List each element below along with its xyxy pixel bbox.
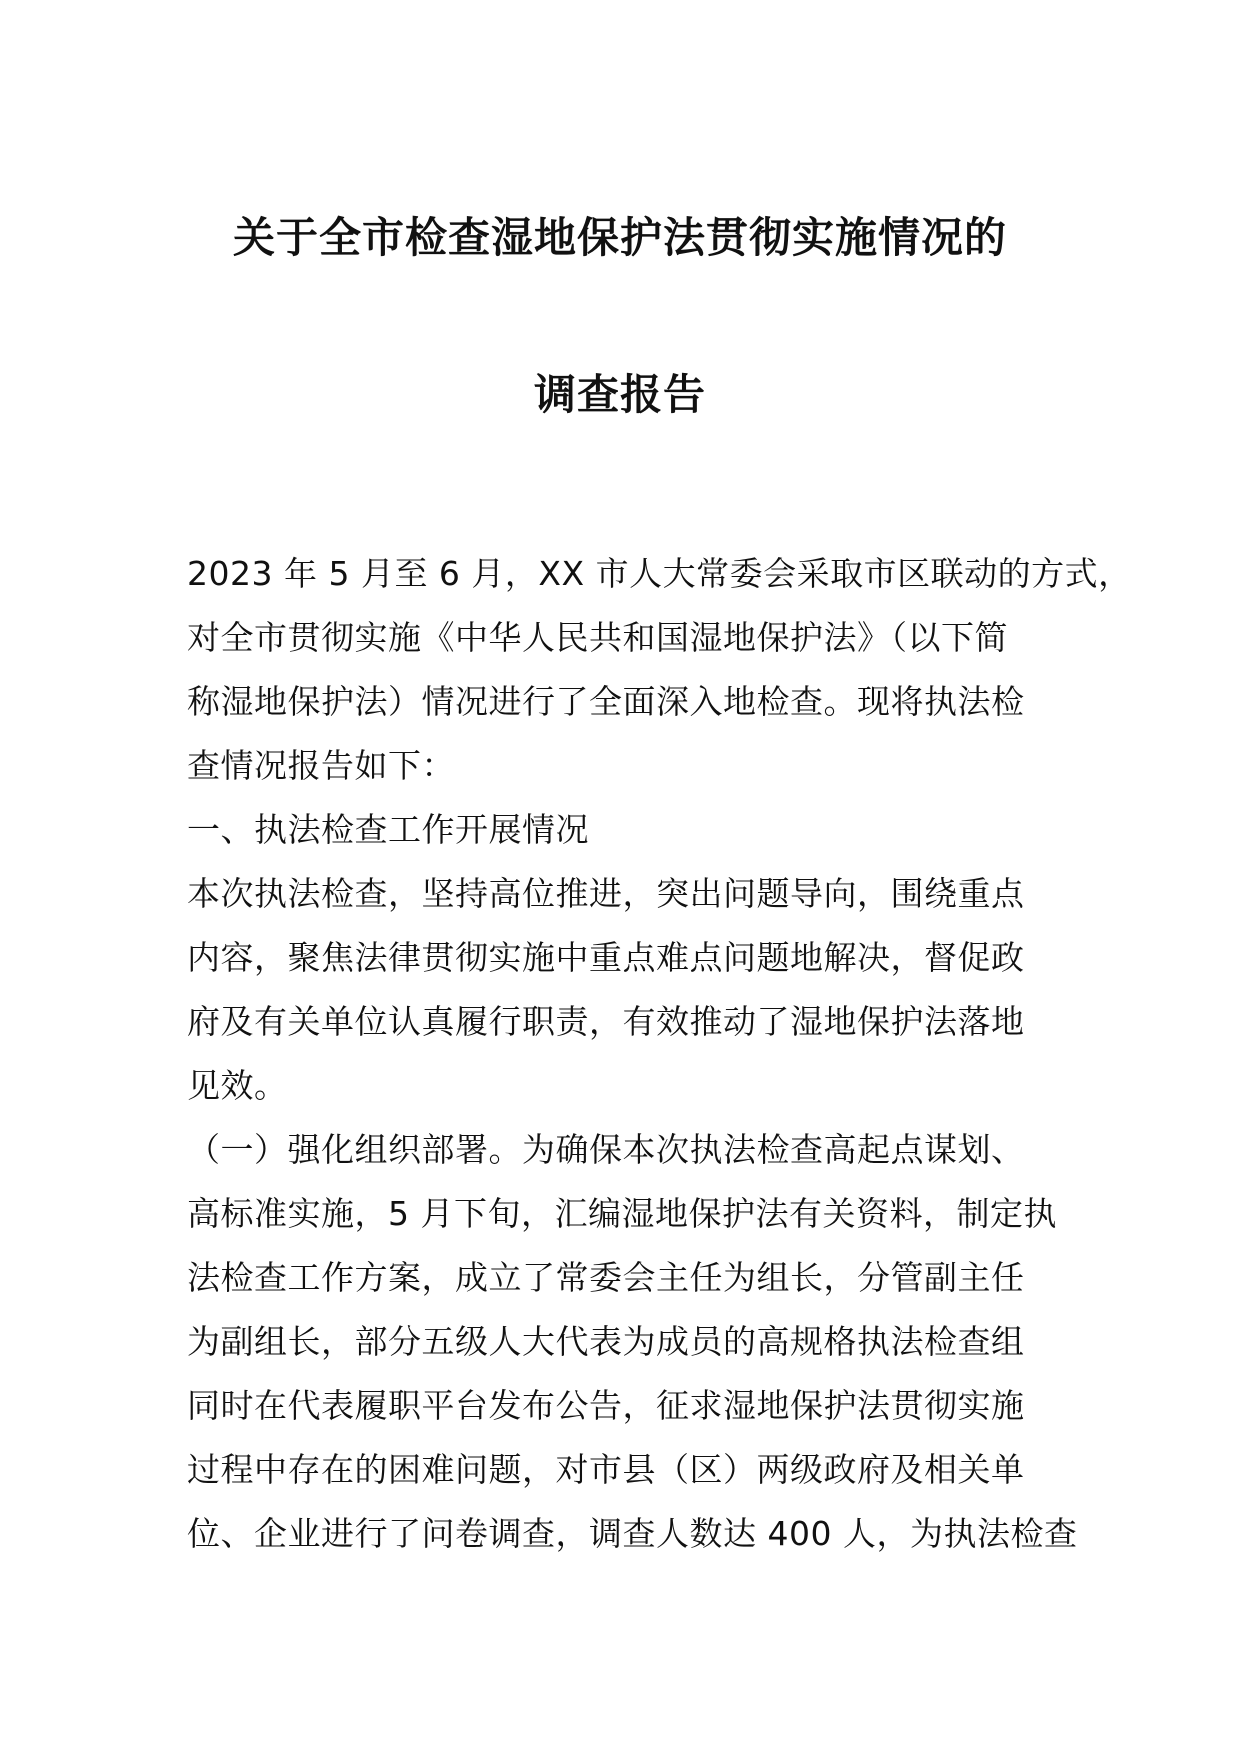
body-text-line: 2023 年 5 月至 6 月，XX 市人大常委会采取市区联动的方式， xyxy=(187,554,1132,593)
body-text-line: 对全市贯彻实施《中华人民共和国湿地保护法》（以下简 xyxy=(187,618,1008,657)
body-text-line: 过程中存在的困难问题，对市县（区）两级政府及相关单 xyxy=(187,1450,1025,1489)
document-title-line-2: 调查报告 xyxy=(533,370,706,419)
body-text-line: 查情况报告如下： xyxy=(187,746,455,785)
body-text-line: 同时在代表履职平台发布公告，征求湿地保护法贯彻实施 xyxy=(187,1386,1025,1425)
body-text-line: 本次执法检查，坚持高位推进，突出问题导向，围绕重点 xyxy=(187,874,1025,913)
body-text-line: 位、企业进行了问卷调查，调查人数达 400 人，为执法检查 xyxy=(187,1514,1078,1553)
body-text-line: 法检查工作方案，成立了常委会主任为组长，分管副主任 xyxy=(187,1258,1025,1297)
body-text-line: 内容，聚焦法律贯彻实施中重点难点问题地解决，督促政 xyxy=(187,938,1025,977)
body-text-line: 高标准实施，5 月下旬，汇编湿地保护法有关资料，制定执 xyxy=(187,1194,1057,1233)
subsection-line: （一）强化组织部署。为确保本次执法检查高起点谋划、 xyxy=(187,1130,1025,1169)
body-text-line: 府及有关单位认真履行职责，有效推动了湿地保护法落地 xyxy=(187,1002,1025,1041)
body-text-line: 称湿地保护法）情况进行了全面深入地检查。现将执法检 xyxy=(187,682,1025,721)
section-heading: 一、执法检查工作开展情况 xyxy=(187,810,589,849)
body-text-line: 见效。 xyxy=(187,1066,288,1105)
document-title-line-1: 关于全市检查湿地保护法贯彻实施情况的 xyxy=(232,213,1007,262)
body-text-line: 为副组长，部分五级人大代表为成员的高规格执法检查组 xyxy=(187,1322,1025,1361)
